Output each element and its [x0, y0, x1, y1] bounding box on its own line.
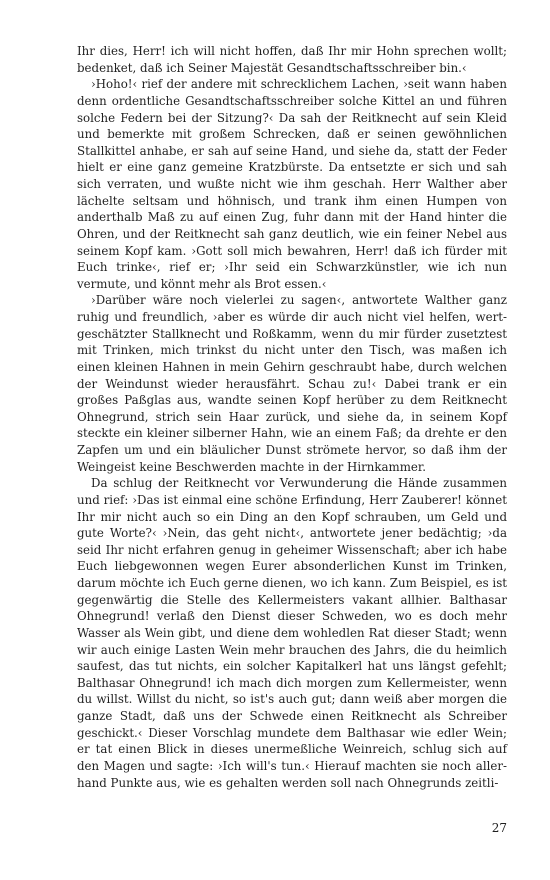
paragraph-1: Ihr dies, Herr! ich will nicht hoffen, daß Ihr mir Hohn sprechen wollt; bedenket, daß ich Seiner Majestät Gesandtschaftsschreiber bin.‹ — [77, 44, 507, 75]
page-number: 27 — [491, 821, 507, 835]
paragraph-3: ›Darüber wäre noch vielerlei zu sagen‹, antwortete Walther ganz ruhig und freundlich, ›aber es würde dir auch nicht viel helfen, wertgeschätzter Stallknecht und Roßkamm, wenn du mir fürder zusetztest mit Trinken, mich trinkst du nicht unter den Tisch, was maßen ich einen kleinen Hahnen in mein Gehirn geschraubt habe, durch welchen der Weindunst wieder herausfährt. Schau zu!‹ Dabei trank er ein großes Paßglas aus, wandte seinen Kopf herüber zu dem Reitknecht Ohnegrund, strich sein Haar zurück, und siehe da, in seinem Kopf steckte ein kleiner silberner Hahn, wie an einem Faß; da drehte er den Zapfen um und ein bläulicher Dunst strömete hervor, so daß ihm der Weingeist keine Beschwerden machte in der Hirnkammer. — [77, 293, 507, 474]
page-text-block — [77, 43, 507, 791]
paragraph-2: ›Hoho!‹ rief der andere mit schrecklichem Lachen, ›seit wann haben denn ordentliche Gesandtschaftsschreiber solche Kittel an und führen solche Federn bei der Sitzung?‹ Da sah der Reitknecht auf sein Kleid und bemerkte mit großem Schrecken, daß er seinen gewöhnlichen Stallkittel anhabe, er sah auf seine Hand, und siehe da, statt der Feder hielt er eine ganz gemeine Kratzbürste. Da entsetzte er sich und sah sich verraten, und wußte nicht wie ihm geschah. Herr Walther aber lächelte seltsam und höhnisch, und trank ihm einen Humpen von anderthalb Maß zu auf einen Zug, fuhr dann mit der Hand hinter die Ohren, und der Reitknecht sah ganz deutlich, wie ein feiner Nebel aus seinem Kopf kam. ›Gott soll mich bewahren, Herr! daß ich fürder mit Euch trinke‹, rief er; ›Ihr seid ein Schwarzkünstler, wie ich nun vermute, und könnt mehr als Brot essen.‹ — [77, 77, 507, 291]
paragraph-4: Da schlug der Reitknecht vor Verwunderung die Hände zusammen und rief: ›Das ist einmal eine schöne Erfindung, Herr Zauberer! könnet Ihr mir nicht auch so ein Ding an den Kopf schrauben, um Geld und gute Worte?‹ ›Nein, das geht nicht‹, antwortete jener bedächtig; ›da seid Ihr nicht erfahren genug in geheimer Wissenschaft; aber ich habe Euch liebgewonnen wegen Eurer absonderlichen Kunst im Trinken, darum möchte ich Euch gerne dienen, wo ich kann. Zum Beispiel, es ist gegenwärtig die Stelle des Kellermeisters vakant allhier. Balthasar Ohnegrund! verlaß den Dienst dieser Schweden, wo es doch mehr Wasser als Wein gibt, und diene dem wohledlen Rat dieser Stadt; wenn wir auch einige Lasten Wein mehr brauchen des Jahrs, die du heimlich saufest, das tut nichts, ein solcher Kapitalkerl hat uns längst gefehlt; Balthasar Ohnegrund! ich mach dich morgen zum Kellermeister, wenn du willst. Willst du nicht, so ist's auch gut; dann weiß aber morgen die ganze Stadt, daß uns der Schwede einen Reitknecht als Schreiber geschickt.‹ Dieser Vorschlag mundete dem Balthasar wie edler Wein; er tat einen Blick in dieses unermeßliche Weinreich, schlug sich auf den Magen und sagte: ›Ich will's tun.‹ Hierauf machten sie noch allerhand Punkte aus, wie es gehalten werden soll nach Ohnegrunds zeitli- — [77, 476, 507, 790]
